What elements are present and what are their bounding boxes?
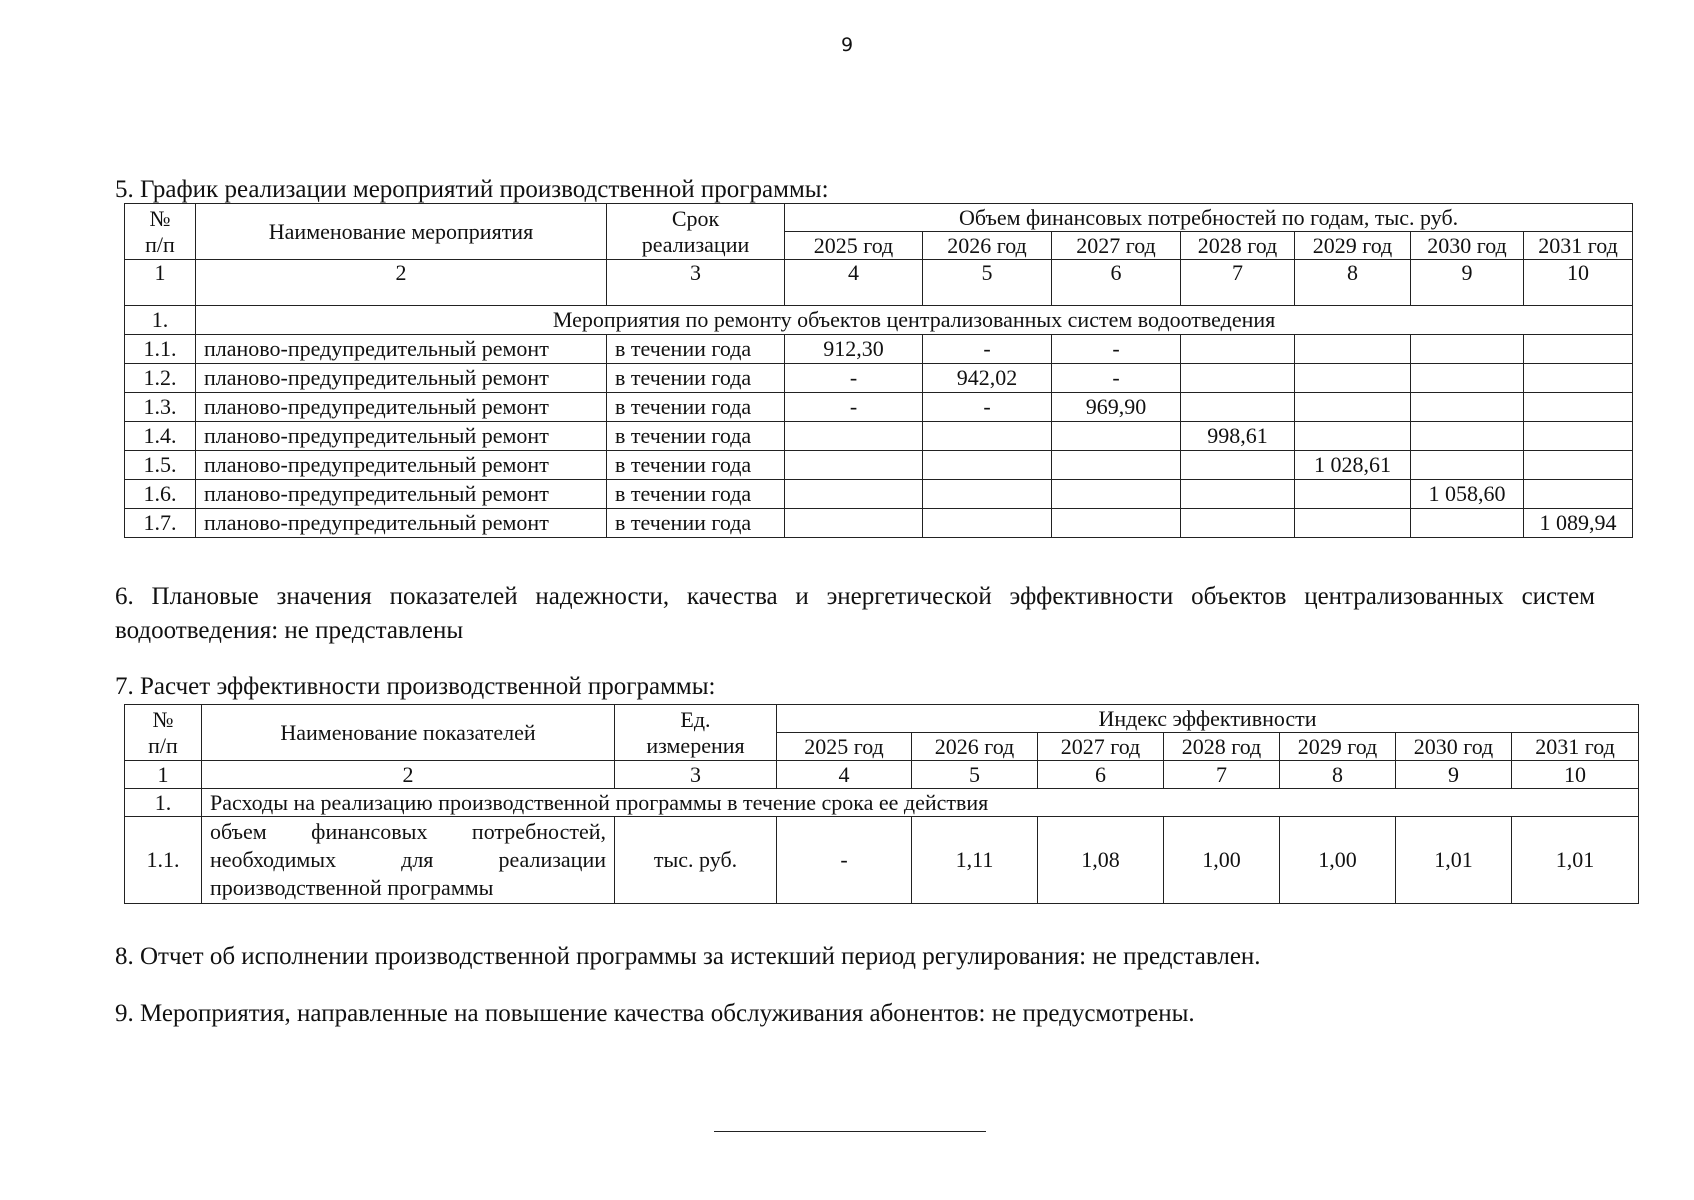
header-year: 2028 год [1181,232,1295,260]
row-value [1181,480,1295,509]
row-term: в течении года [607,393,785,422]
row-name: планово-предупредительный ремонт [196,364,607,393]
row-num: 1.2. [125,364,196,393]
row-value: - [785,364,923,393]
col-number: 9 [1411,260,1524,306]
row-value [1181,451,1295,480]
section-7-title: 7. Расчет эффективности производственной программы: [115,673,716,700]
row-value: 1,00 [1280,817,1396,904]
row-term: в течении года [607,335,785,364]
implementation-schedule-table [124,203,1633,538]
header-year: 2029 год [1295,232,1411,260]
row-value: - [923,393,1052,422]
row-value: 969,90 [1052,393,1181,422]
row-value [1524,480,1633,509]
row-value [1052,480,1181,509]
group-row-num: 1. [125,789,202,817]
row-value [1295,480,1411,509]
col-number: 2 [196,260,607,306]
table-row [125,451,1633,480]
row-value [1411,393,1524,422]
row-num: 1.1. [125,335,196,364]
header-num: № п/п [125,204,196,260]
col-number: 8 [1295,260,1411,306]
row-value: - [1052,364,1181,393]
row-value [1295,364,1411,393]
row-value: 1 028,61 [1295,451,1411,480]
row-value: 1,01 [1396,817,1512,904]
header-unit: Ед. измерения [615,705,777,761]
row-value [785,480,923,509]
row-value [1181,364,1295,393]
header-year: 2030 год [1396,733,1512,761]
col-number: 5 [923,260,1052,306]
row-value: 1,08 [1038,817,1164,904]
header-efficiency-group: Индекс эффективности [777,705,1639,733]
signature-line [714,1131,986,1132]
row-value [1411,335,1524,364]
col-number: 8 [1280,761,1396,789]
header-year: 2030 год [1411,232,1524,260]
table-row [125,509,1633,538]
row-num: 1.5. [125,451,196,480]
header-year: 2026 год [912,733,1038,761]
row-value [1524,335,1633,364]
row-term: в течении года [607,480,785,509]
header-year: 2031 год [1512,733,1639,761]
row-value [1181,335,1295,364]
row-value: 1 089,94 [1524,509,1633,538]
col-number: 2 [202,761,615,789]
col-number: 3 [615,761,777,789]
row-value: 942,02 [923,364,1052,393]
header-year: 2026 год [923,232,1052,260]
row-value [1411,364,1524,393]
col-number: 6 [1038,761,1164,789]
row-value [1295,422,1411,451]
row-value: 998,61 [1181,422,1295,451]
header-year: 2031 год [1524,232,1633,260]
row-num: 1.6. [125,480,196,509]
row-name: планово-предупредительный ремонт [196,422,607,451]
header-year: 2029 год [1280,733,1396,761]
col-number: 7 [1164,761,1280,789]
col-number: 3 [607,260,785,306]
row-value: 1,01 [1512,817,1639,904]
row-value [785,509,923,538]
row-value [1181,393,1295,422]
page-number: 9 [840,34,854,56]
header-name: Наименование показателей [202,705,615,761]
col-number: 4 [785,260,923,306]
section-6-text: 6. Плановые значения показателей надежности, качества и энергетической эффективности объектов централизованных систем водоотведения: не представлены [115,583,1595,644]
header-name: Наименование мероприятия [196,204,607,260]
row-value [1295,335,1411,364]
col-number: 9 [1396,761,1512,789]
col-number: 5 [912,761,1038,789]
row-value [1524,393,1633,422]
row-value [1524,364,1633,393]
row-term: в течении года [607,509,785,538]
header-financial-group: Объем финансовых потребностей по годам, тыс. руб. [785,204,1633,232]
row-term: в течении года [607,451,785,480]
group-row-label: Расходы на реализацию производственной программы в течение срока ее действия [202,789,1639,817]
row-name: планово-предупредительный ремонт [196,509,607,538]
group-row-num: 1. [125,306,196,335]
row-value [923,422,1052,451]
row-term: в течении года [607,364,785,393]
row-value: - [923,335,1052,364]
row-value [785,422,923,451]
col-number: 1 [125,761,202,789]
row-num: 1.3. [125,393,196,422]
row-value [1411,451,1524,480]
table-row [125,335,1633,364]
row-value [1052,509,1181,538]
header-year: 2027 год [1052,232,1181,260]
row-num: 1.1. [125,817,202,904]
row-value [1295,393,1411,422]
header-year: 2025 год [785,232,923,260]
row-value [1524,422,1633,451]
row-value [923,480,1052,509]
row-num: 1.4. [125,422,196,451]
section-8-text: 8. Отчет об исполнении производственной программы за истекший период регулирования: не представлен. [115,943,1261,970]
row-value [1181,509,1295,538]
row-name: планово-предупредительный ремонт [196,393,607,422]
section-9-text: 9. Мероприятия, направленные на повышение качества обслуживания абонентов: не предусмотрены. [115,1000,1195,1027]
row-name: планово-предупредительный ремонт [196,451,607,480]
group-row-label: Мероприятия по ремонту объектов централизованных систем водоотведения [196,306,1633,335]
row-value [1411,422,1524,451]
row-num: 1.7. [125,509,196,538]
row-value: 1 058,60 [1411,480,1524,509]
col-number: 10 [1524,260,1633,306]
row-value [1295,509,1411,538]
row-value [785,451,923,480]
section-5-title: 5. График реализации мероприятий производственной программы: [115,176,829,203]
row-unit: тыс. руб. [615,817,777,904]
row-value: 1,00 [1164,817,1280,904]
row-value: 912,30 [785,335,923,364]
header-term: Срок реализации [607,204,785,260]
col-number: 4 [777,761,912,789]
table-row [125,422,1633,451]
row-value: - [1052,335,1181,364]
efficiency-table [124,704,1639,904]
col-number: 10 [1512,761,1639,789]
row-name: планово-предупредительный ремонт [196,480,607,509]
row-value [1411,509,1524,538]
header-year: 2025 год [777,733,912,761]
row-value [1052,422,1181,451]
row-value [1524,451,1633,480]
row-term: в течении года [607,422,785,451]
row-value [923,509,1052,538]
col-number: 6 [1052,260,1181,306]
col-number: 7 [1181,260,1295,306]
col-number: 1 [125,260,196,306]
header-year: 2028 год [1164,733,1280,761]
header-year: 2027 год [1038,733,1164,761]
header-num: № п/п [125,705,202,761]
table-row [125,393,1633,422]
row-value [1052,451,1181,480]
row-value [923,451,1052,480]
row-name: планово-предупредительный ремонт [196,335,607,364]
row-name: объем финансовых потребностей, необходимых для реализации производственной программы [202,817,615,904]
table-row [125,364,1633,393]
table-row [125,480,1633,509]
row-value: - [777,817,912,904]
row-value: - [785,393,923,422]
row-value: 1,11 [912,817,1038,904]
